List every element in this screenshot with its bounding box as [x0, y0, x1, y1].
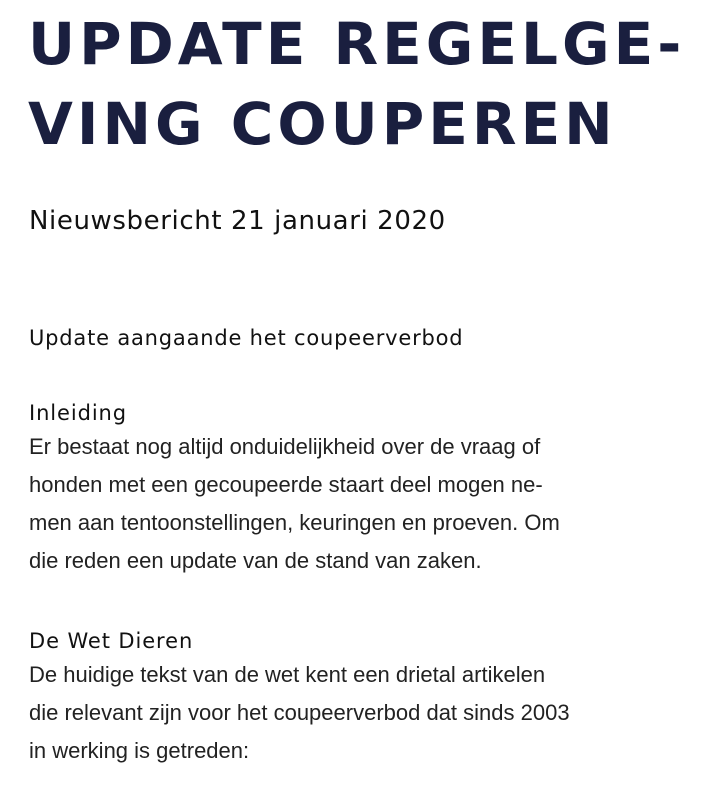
section-inleiding — [29, 398, 689, 580]
paragraph-line: in werking is getreden: — [29, 738, 250, 763]
section-heading: Inleiding — [29, 401, 127, 425]
section-paragraph — [29, 656, 689, 770]
paragraph-line: honden met een gecoupeerde staart deel mogen ne- — [29, 472, 543, 497]
section-heading: De Wet Dieren — [29, 629, 194, 653]
paragraph-line: men aan tentoonstellingen, keuringen en proeven. Om — [29, 510, 560, 535]
article-lead: Update aangaande het coupeerverbod — [29, 326, 464, 350]
page-title — [28, 4, 698, 164]
paragraph-line: die reden een update van de stand van zaken. — [29, 548, 482, 573]
section-de-wet-dieren — [29, 626, 689, 770]
section-paragraph — [29, 428, 689, 580]
page-title-line-1: UPDATE REGELGE- — [28, 10, 686, 78]
paragraph-line: De huidige tekst van de wet kent een drietal artikelen — [29, 662, 546, 687]
news-date-subtitle: Nieuwsbericht 21 januari 2020 — [29, 206, 446, 236]
page-title-line-2: VING COUPEREN — [28, 90, 617, 158]
paragraph-line: Er bestaat nog altijd onduidelijkheid over de vraag of — [29, 434, 541, 459]
paragraph-line: die relevant zijn voor het coupeerverbod dat sinds 2003 — [29, 700, 570, 725]
